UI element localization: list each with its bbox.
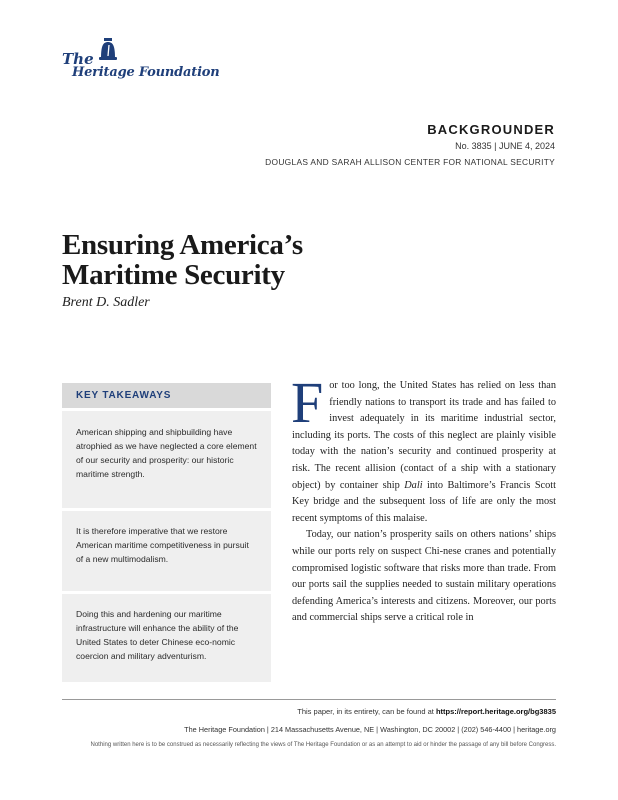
logo-text-the: The (62, 50, 94, 68)
key-takeaways-heading: KEY TAKEAWAYS (62, 383, 271, 408)
article-body (291, 370, 556, 627)
document-type: BACKGROUNDER (427, 122, 555, 137)
body-p1-a: or too long, the United States has relied on less than friendly nations to transport its trade and has failed to invest adequately in its maritime industrial sector, including its ports. The costs of this neglect are plainly visible today with the nation’s security and continued prosperity at risk. The recent allision (contact of a ship with a stationary object) by container ship (292, 380, 556, 491)
author-name: Brent D. Sadler (62, 295, 150, 310)
page-title (62, 230, 482, 290)
key-takeaways-box (62, 383, 271, 682)
footer-link-prefix: This paper, in its entirety, can be found at (297, 707, 436, 716)
body-p1-b: into Baltimore’s Francis Scott Key bridge and the subsequent loss of life are only the most recent symptoms of this malaise. (292, 479, 556, 524)
title-line-2: Maritime Security (62, 259, 285, 291)
takeaway-item: It is therefore imperative that we restore American maritime competitiveness in pursuit of a new multimodalism. (62, 511, 271, 591)
logo-text-name: Heritage Foundation (72, 65, 220, 80)
research-center: DOUGLAS AND SARAH ALLISON CENTER FOR NATIONAL SECURITY (265, 157, 555, 167)
takeaway-item: American shipping and shipbuilding have atrophied as we have neglected a core element of our security and prosperity: our historic maritime strength. (62, 411, 271, 508)
ship-name: Dali (404, 479, 423, 491)
body-paragraph-1 (291, 370, 556, 527)
body-paragraph-2: Today, our nation’s prosperity sails on others nations’ ships while our ports rely on suspect Chi-nese cranes and potentially compromised logistic software that risks more than trade. From our ports sail the supplies needed to sustain military operations defending America’s interests and citizens. Moreover, our ports and commercial ships serve a critical role in (292, 529, 556, 624)
liberty-bell-icon (95, 38, 121, 64)
takeaway-item: Doing this and hardening our maritime infrastructure will enhance the ability of the United States to deter Chinese eco-nomic coercion and military adventurism. (62, 594, 271, 682)
footer-report-link-line (297, 707, 556, 716)
footer-divider (62, 699, 556, 700)
drop-cap: F (291, 370, 324, 435)
document-number-date: No. 3835 | JUNE 4, 2024 (455, 141, 555, 151)
title-line-1: Ensuring America’s (62, 229, 303, 261)
report-url-link[interactable]: https://report.heritage.org/bg3835 (435, 707, 556, 716)
footer-address: The Heritage Foundation | 214 Massachusetts Avenue, NE | Washington, DC 20002 | (202) 546-4400 | heritage.org (184, 725, 556, 734)
heritage-logo[interactable] (62, 38, 222, 84)
footer-disclaimer: Nothing written here is to be construed as necessarily reflecting the views of The Heritage Foundation or as an attempt to aid or hinder the passage of any bill before Congress. (90, 742, 556, 748)
